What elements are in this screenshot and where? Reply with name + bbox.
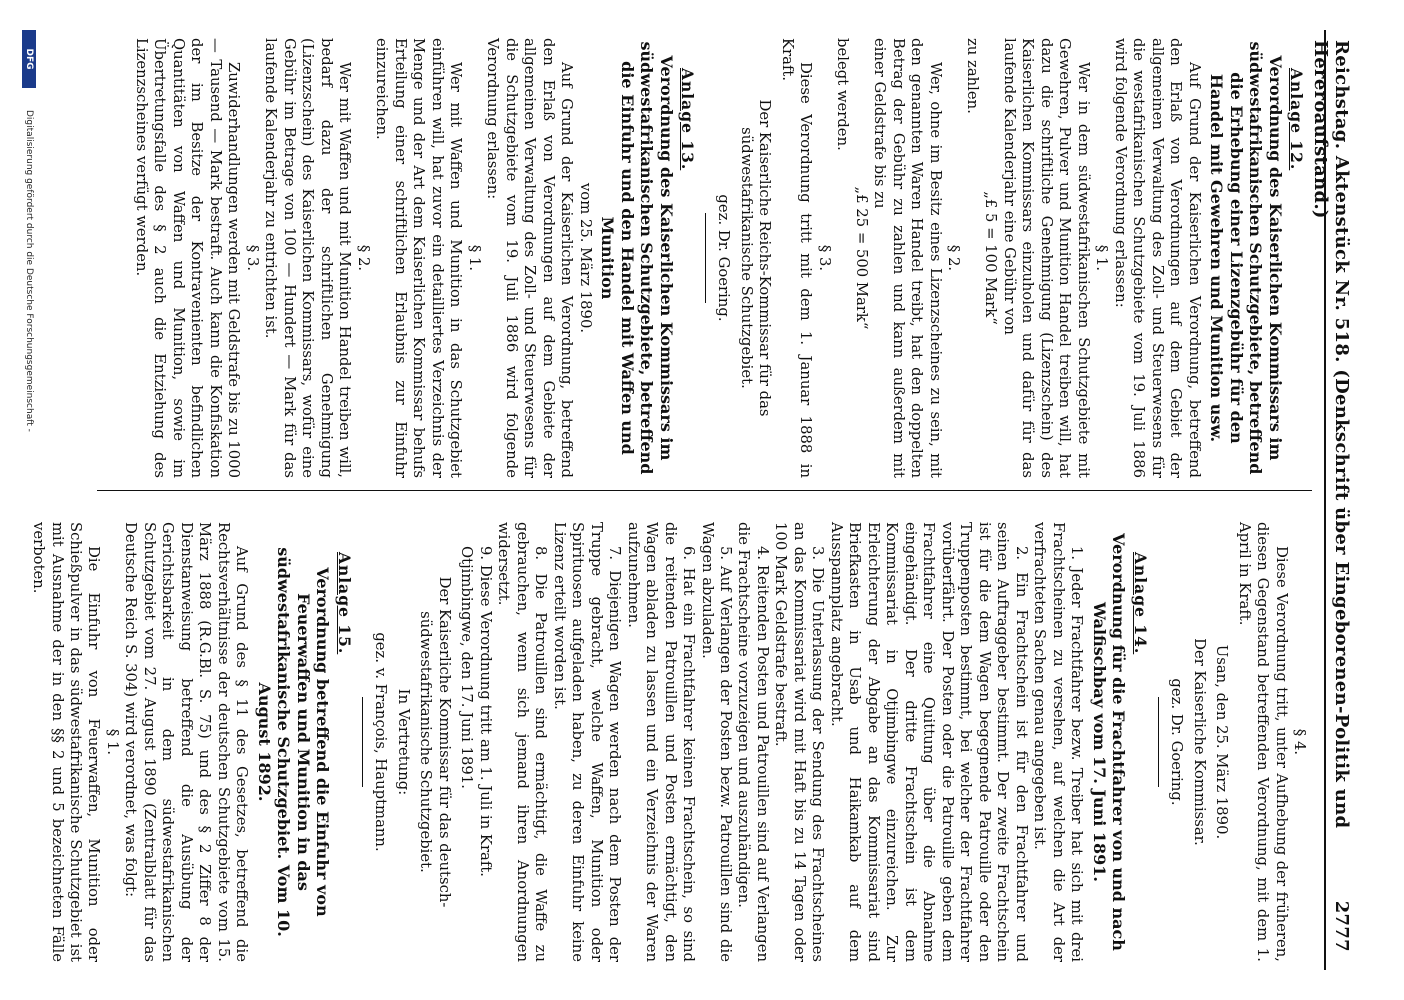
column-divider: [97, 490, 1312, 491]
anlage-14-place-date: Otjimbingwe, den 17. Juni 1891.: [458, 546, 476, 789]
anlage-12-s2-text: Wer, ohne im Besitz eines Lizenzscheines zu sein, mit den genannten Waren Handel treibt, hat den doppelten Betrag der Gebühr zu zahlen und kann außerdem mit einer Geldstrafe bis zu: [871, 38, 944, 478]
anlage-12-s2-heading: § 2.: [945, 244, 963, 272]
anlage-14-label: Anlage 14.: [1130, 552, 1150, 655]
anlage-14-item-4: 4. Reitenden Posten und Patrouillen sind auf Verlangen die Frachtscheine vorzuzeigen und auszuhändigen.: [735, 522, 771, 962]
anlage-13-signature-name: gez. Dr. Goering.: [1168, 678, 1186, 806]
anlage-14-title: Verordnung für die Frachtfahrer von und nach Walfischbay vom 17. Juni 1891.: [1089, 533, 1129, 951]
anlage-13-intro: Auf Grund der Kaiserlichen Verordnung, betreffend den Erlaß von Verordnungen auf dem Gebiete der allgemeinen Verwaltung des Zoll- und Steuerwesens für die Schutzgebiete vom 19. Juli 1886 wird folgende Verordnung erlassen:: [484, 38, 576, 478]
page-header: [1310, 30, 1352, 970]
anlage-15-intro: Auf Grund des § 11 des Gesetzes, betreffend die Rechtsverhältnisse der deutschen Schutzgebiete vom 15. März 1888 (R.G.Bl. S. 75) und des § 2 Ziffer 8 der Dienstanweisung betreffend die Ausübung der Gerichtsbarkeit in dem südwestafrikanischen Schutzgebiet vom 27. August 1890 (Zentralblatt für das Deutsche Reich S. 304) wird verordnet, was folgt:: [122, 522, 251, 962]
anlage-12-s2-amount: „£ 25 = 500 Mark“: [852, 186, 870, 330]
section-rule: [1158, 697, 1159, 787]
page-number: 2777: [1331, 900, 1352, 952]
anlage-12-signature-office: Der Kaiserliche Reichs-Kommissar für das südwestafrikanische Schutzgebiet.: [737, 99, 774, 417]
anlage-13-signature-office: Der Kaiserliche Kommissar.: [1190, 638, 1208, 846]
anlage-14-item-3: 3. Die Unterlassung der Sendung des Frachtscheines an das Kommissariat wird mit Haft bis zu 14 Tagen oder 100 Mark Geldstrafe bestraft.: [772, 522, 827, 962]
anlage-15-label: Anlage 15.: [334, 552, 354, 655]
left-column: [131, 38, 1308, 478]
anlage-14-item-7: 7. Diejenigen Wagen werden nach dem Posten der Truppe gebracht, welche Waffen, Munition oder Spirituosen aufgeladen haben, zu deren Einfuhr keine Lizenz erteilt worden ist.: [550, 522, 624, 962]
anlage-13-s3-heading: § 3.: [243, 244, 261, 272]
section-rule: [705, 213, 706, 303]
anlage-13-title: Verordnung des Kaiserlichen Kommissars im südwestafrikanischen Schutzgebiete, betreffend die Einfuhr und den Handel mit Waffen und Munition: [598, 41, 676, 475]
anlage-14-signature-vertretung: In Vertretung:: [394, 688, 412, 796]
anlage-14-item-5: 5. Auf Verlangen der Posten bezw. Patrouillen sind die Wagen abzuladen.: [698, 522, 734, 962]
anlage-13-s4-text: Diese Verordnung tritt, unter Aufhebung der früheren, diesen Gegenstand betreffenden Verordnung, mit dem 1. April in Kraft.: [1235, 522, 1290, 962]
anlage-12-s3-heading: § 3.: [815, 244, 833, 272]
anlage-13-s2-text: Wer mit Waffen und mit Munition Handel treiben will, bedarf dazu der schriftlichen Genehmigung (Lizenzschein) des Kaiserlichen Kommissars, wofür eine Gebühr im Betrage von 100 — Hundert — Mark für das laufende Kalenderjahr zu entrichten ist.: [262, 38, 354, 478]
running-title: Reichstag. Aktenstück Nr. 518. (Denkschrift über Eingeborenen-Politik und Hereroaufstand.): [1310, 40, 1352, 829]
anlage-12-title: Verordnung des Kaiserlichen Kommissars im südwestafrikanischen Schutzgebiete, betreffend die Erhebung einer Lizenzgebühr für den Handel mit Gewehren und Munition usw.: [1207, 41, 1285, 475]
anlage-15-s1-heading: § 1.: [103, 728, 121, 756]
anlage-13-s1-text: Wer mit Waffen und Munition in das Schutzgebiet einführen will, hat zuvor ein detailliertes Verzeichnis der Menge und der Art dem Kaiserlichen Kommissar behufs Erteilung einer schriftlichen Erlaubnis zur Einfuhr einzureichen.: [373, 38, 465, 478]
anlage-12-s1-end: zu zahlen.: [963, 38, 981, 114]
anlage-13-s1-heading: § 1.: [465, 244, 483, 272]
anlage-14-item-9: 9. Diese Verordnung tritt am 1. Juli in Kraft.: [476, 546, 494, 878]
anlage-12-s1-text: Wer in dem südwestafrikanischen Schutzgebiete mit Gewehren, Pulver und Munition Handel treiben will, hat dazu die schriftliche Genehmigung (Lizenzschein) des Kaiserlichen Kommissars einzuholen und dafür für das laufende Kalenderjahr eine Gebühr von: [1000, 38, 1092, 478]
anlage-12-signature-name: gez. Dr. Goering.: [715, 194, 733, 322]
anlage-12-label: Anlage 12.: [1287, 68, 1306, 171]
anlage-14-signature-office: Der Kaiserliche Kommissar für das deutsch-südwestafrikanische Schutzgebiet.: [417, 576, 453, 908]
anlage-13-s4-heading: § 4.: [1291, 728, 1308, 756]
anlage-12-s1-amount: „£ 5 = 100 Mark“: [982, 191, 1000, 325]
section-rule: [362, 697, 363, 787]
anlage-13-s2-heading: § 2.: [354, 244, 372, 272]
anlage-12-intro: Auf Grund der Kaiserlichen Verordnung, betreffend den Erlaß von Verordnungen auf dem Gebiet der allgemeinen Verwaltung des Zoll- und Steuerwesens für die westafrikanischen Schutzgebiete vom 19. Juli 1886 wird folgende Verordnung erlassen:: [1111, 38, 1203, 478]
anlage-15-title: Verordnung betreffend die Einfuhr von Feuerwaffen und Munition in das südwestafrikanische Schutzgebiet. Vom 10. August 1892.: [254, 547, 333, 937]
anlage-15-s1-text: Die Einfuhr von Feuerwaffen, Munition oder Schießpulver in das südwestafrikanische Schutzgebiet ist mit Ausnahme der in den §§ 2 und 5 bezeichneten Fälle verboten.: [30, 522, 103, 962]
anlage-14-item-2: 2. Ein Frachtschein ist für den Frachtfahrer und seinen Auftraggeber bestimmt. Der zweite Frachtschein ist für die dem Wagen begegnende Patrouille oder den Truppenposten bestimmt, bei welcher der Frachtfahrer vorüberfährt. Der Posten oder die Patrouille geben dem Frachtfahrer eine Quittung über die Abnahme eingehändigt. Der dritte Frachtschein ist dem Kommissariat in Otjimbingwe einzureichen. Zur Erleichterung der Abgabe an das Kommissariat sind Briefkasten in Usab und Haikamkab auf dem Ausspannplatz angebracht.: [827, 522, 1030, 962]
anlage-14-item-1: 1. Jeder Frachtfahrer bezw. Treiber hat sich mit drei Frachtscheinen zu versehen, auf welchen die Art der verfrachteten Sachen genau angegeben ist.: [1031, 522, 1086, 962]
anlage-13-label: Anlage 13.: [677, 68, 697, 171]
anlage-14-signature-name: gez. v. François, Hauptmann.: [372, 632, 390, 852]
anlage-14-item-6: 6. Hat ein Frachtfahrer keinen Frachtschein, so sind die reitenden Patrouillen und Posten ermächtigt, den Wagen abladen zu lassen und ein Verzeichnis der Waren aufzunehmen.: [624, 522, 698, 962]
anlage-13-s3-text: Zuwiderhandlungen werden mit Geldstrafe bis zu 1000 — Tausend — Mark bestraft. Auch kann die Konfiskation der im Besitze der Kontravenienten befindlichen Quantitäten von Waffen und Munition, sowie im Übertretungsfalle des § 2 auch die Entziehung des Lizenzscheines verfügt werden.: [132, 38, 243, 478]
anlage-12-s3-text: Diese Verordnung tritt mit dem 1. Januar 1888 in Kraft.: [778, 38, 815, 478]
dfg-logo: DFG: [22, 30, 36, 88]
anlage-13-place-date: Usan, den 25. März 1890.: [1213, 644, 1231, 840]
digitization-note: Digitalisierung gefördert durch die Deutsche Forschungsgemeinschaft -: [24, 110, 34, 432]
anlage-12-s2-end: belegt werden.: [834, 38, 852, 151]
anlage-14-item-8: 8. Die Patrouillen sind ermächtigt, die Waffe zu gebrauchen, wenn sich jemand ihren Anordnungen widersetzt.: [495, 522, 550, 962]
anlage-12-s1-heading: § 1.: [1093, 244, 1111, 272]
right-column: [29, 522, 1308, 962]
anlage-13-date: vom 25. März 1890.: [576, 182, 594, 334]
